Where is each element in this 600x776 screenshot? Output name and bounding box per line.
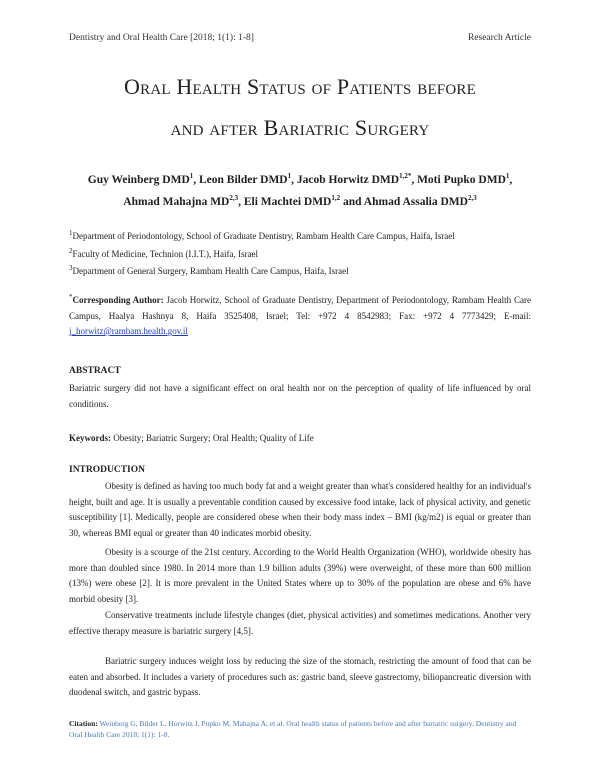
author: Ahmad Mahajna MD$^{2,3}$, bbox=[123, 194, 244, 208]
email-link[interactable]: j_horwitz@rambam.health.gov.il bbox=[69, 326, 188, 336]
title-line-1: Oral Health Status of Patients before bbox=[124, 74, 476, 99]
corresponding-author: *Corresponding Author: Jacob Horwitz, School of Graduate Dentistry, Department of Periodontology, Rambam Health Care Campus, Haalya Hashnya 8, Haifa 3525408, Israel; Tel: +972 4 8542983; Fax: +972 4 7773429; E-mail: j_horwitz@rambam.health.gov.il bbox=[69, 293, 531, 336]
affiliation-1: $^1$Department of Periodontology, School of Graduate Dentistry, Rambam Health Care Campus, Haifa, Israel bbox=[69, 229, 455, 241]
affiliation-2: $^2$Faculty of Medicine, Technion (I.I.T.), Haifa, Israel bbox=[69, 247, 258, 259]
article-type: Research Article bbox=[467, 33, 531, 43]
author: Moti Pupko DMD$^1$, bbox=[417, 172, 513, 186]
intro-paragraph-4: Bariatric surgery induces weight loss by reducing the size of the stomach, restricting the amount of food that can be eaten and absorbed. It includes a variety of procedures such as: gastric band, sleeve gastrectomy, biliopancreatic diversion with duodenal switch, and gastric bypass. bbox=[69, 656, 531, 697]
author: Guy Weinberg DMD$^1$, bbox=[87, 172, 200, 186]
intro-paragraph-2: Obesity is a scourge of the 21st century. According to the World Health Organization (WHO), worldwide obesity has more than doubled since 1980. In 2014 more than 1.9 billion adults (39%) were overweight, of these more than 600 million (13%) were obese [2]. It is more prevalent in the United States where up to 30% of the population are obese and 6% have morbid obesity [3]. bbox=[69, 547, 531, 604]
intro-paragraph-3: Conservative treatments include lifestyle changes (diet, physical activities) and sometimes medications. Another very effective therapy measure is bariatric surgery [4,5]. bbox=[69, 610, 531, 636]
abstract-text: Bariatric surgery did not have a significant effect on oral health nor on the perception of quality of life influenced by oral conditions. bbox=[69, 383, 531, 409]
article-title-line-2 bbox=[0, 115, 600, 141]
intro-paragraph-1: Obesity is defined as having too much body fat and a weight greater than what's considered healthy for an individual's height, built and age. It is usually a preventable condition caused by excessive food intake, lack of physical activity, and genetic susceptibility [1]. Medically, people are considered obese when their body mass index – BMI (kg/m2) is equal or greater than 30, whereas BMI equal or greater than 40 indicates morbid obesity. bbox=[69, 481, 531, 538]
article-title-line-1 bbox=[0, 74, 600, 100]
author: Leon Bilder DMD$^1$, bbox=[199, 172, 297, 186]
keywords: Keywords: Obesity; Bariatric Surgery; Oral Health; Quality of Life bbox=[69, 433, 314, 443]
running-header bbox=[69, 33, 531, 43]
introduction-heading: INTRODUCTION bbox=[69, 465, 146, 475]
author-list bbox=[69, 169, 531, 213]
author: Ahmad Assalia DMD$^{2,3}$ bbox=[363, 194, 477, 208]
affiliation-3: $^3$Department of General Surgery, Rambam Health Care Campus, Haifa, Israel bbox=[69, 264, 349, 276]
abstract-heading: ABSTRACT bbox=[69, 366, 121, 376]
author: Jacob Horwitz $DMD^{1,2*}$, bbox=[296, 172, 418, 186]
author: Eli Machtei DMD$^{1,2}$ and bbox=[243, 194, 364, 208]
citation-footer: Citation: Weinberg G, Bilder L, Horwitz J, Pupko M, Mahajna A, et al. Oral health status of patients before and after bariatric surgery. Dentistry and Oral Health Care 2018; 1(1): 1-8. bbox=[69, 719, 517, 739]
journal-header: Dentistry and Oral Health Care [2018; 1(1): 1-8] bbox=[69, 33, 254, 43]
title-line-2: and after Bariatric Surgery bbox=[170, 115, 430, 140]
